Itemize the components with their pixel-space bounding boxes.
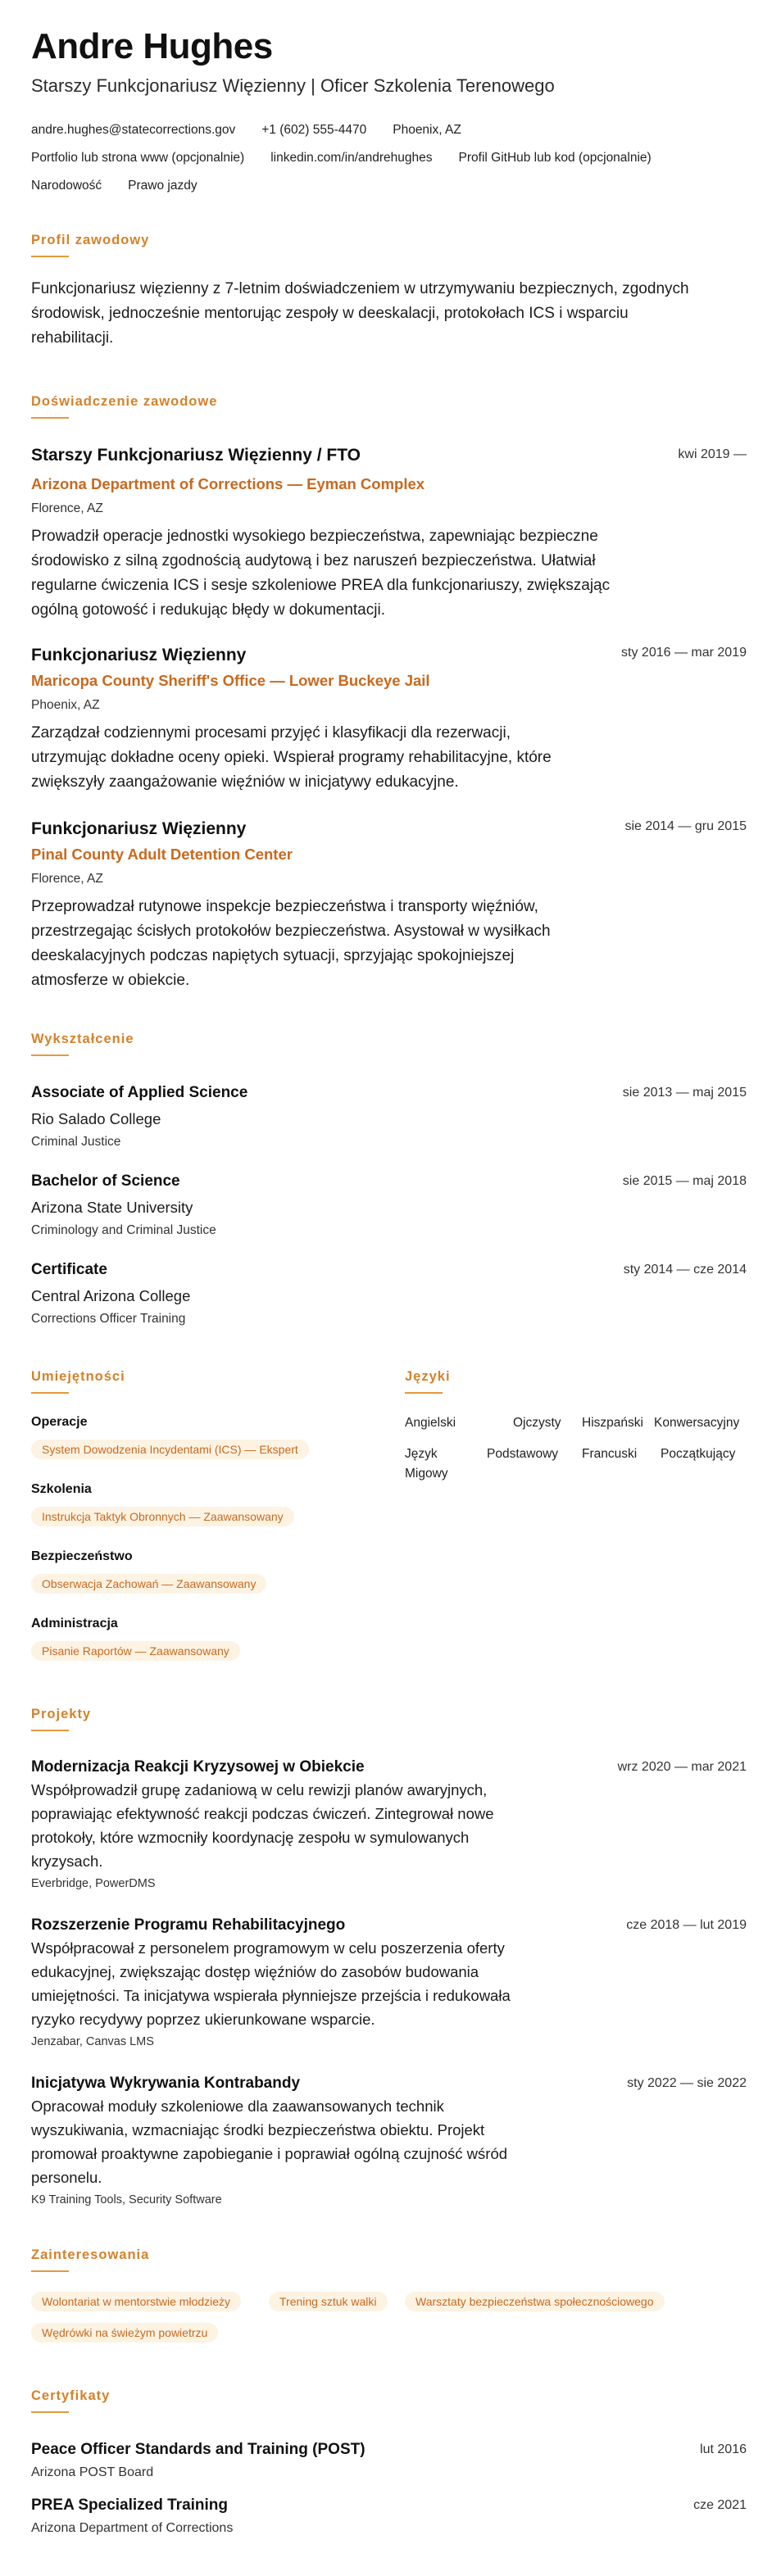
job-title: Starszy Funkcjonariusz Więzienny / FTO — [31, 446, 361, 465]
education-school: Rio Salado College — [31, 1110, 161, 1127]
language-name: Angielski — [405, 1416, 456, 1430]
description-line: personelu. — [31, 2169, 102, 2186]
contact-email[interactable]: andre.hughes@statecorrections.gov — [31, 123, 236, 137]
interest-chip: Wolontariat w mentorstwie młodzieży — [31, 2292, 241, 2311]
job-description — [31, 895, 728, 993]
job-dates: kwi 2019 — — [678, 447, 747, 461]
project-dates: sty 2022 — sie 2022 — [627, 2076, 747, 2090]
job-description — [31, 524, 728, 623]
skill-chip: Instrukcja Taktyk Obronnych — Zaawansowany — [31, 1507, 294, 1526]
skill-category: Administracja — [31, 1617, 118, 1630]
description-line: Przeprowadzał rutynowe inspekcje bezpieczeństwa i transporty więźniów, — [31, 898, 538, 915]
description-line: Prowadził operacje jednostki wysokiego bezpieczeństwa, zapewniając bezpieczne — [31, 528, 598, 545]
language-name: Hiszpański — [582, 1416, 643, 1430]
job-organization: Maricopa County Sheriff's Office — Lower Buckeye Jail — [31, 672, 430, 689]
language-level: Początkujący — [661, 1447, 736, 1461]
language-level: Konwersacyjny — [654, 1416, 740, 1430]
description-line: przestrzegając ścisłych protokołów bezpieczeństwa. Asystował w wysiłkach — [31, 923, 551, 940]
contact-nationality: Narodowość — [31, 179, 102, 193]
description-line: ogólną gotowość i redukując błędy w dokumentacji. — [31, 601, 385, 619]
skill-chip: System Dowodzenia Incydentami (ICS) — Ekspert — [31, 1440, 309, 1459]
candidate-title: Starszy Funkcjonariusz Więzienny | Oficer Szkolenia Terenowego — [31, 75, 555, 96]
interest-chip: Wędrówki na świeżym powietrzu — [31, 2323, 218, 2342]
description-line: deeskalacyjnych podczas napiętych sytuacji, sprzyjając spokojniejszej — [31, 947, 515, 964]
job-description — [31, 721, 728, 795]
description-line: poprawiając efektywność reakcji podczas ćwiczeń. Zintegrował nowe — [31, 1805, 494, 1822]
certification-name: PREA Specialized Training — [31, 2497, 229, 2514]
language-name — [405, 1444, 448, 1484]
section-heading-skills: Umiejętności — [31, 1369, 125, 1384]
contact-location: Phoenix, AZ — [393, 123, 461, 137]
contact-linkedin[interactable]: linkedin.com/in/andrehughes — [270, 151, 433, 165]
description-line: promował proaktywne zapobieganie i poprawiał ogólną czujność wśród — [31, 2145, 508, 2162]
description-line: zwiększyły zaangażowanie więźniów w inicjatywy edukacyjne. — [31, 773, 459, 791]
description-line: edukacyjnej, zwiększając dostęp więźniów do zasobów budowania — [31, 1963, 479, 1980]
candidate-name: Andre Hughes — [31, 26, 273, 66]
job-location: Phoenix, AZ — [31, 698, 100, 712]
description-line: kryzysach. — [31, 1853, 103, 1870]
job-dates: sty 2016 — mar 2019 — [621, 646, 747, 660]
section-divider — [405, 1392, 443, 1394]
section-divider — [31, 417, 69, 419]
education-field: Criminal Justice — [31, 1135, 121, 1149]
skill-category: Operacje — [31, 1415, 88, 1429]
education-field: Criminology and Criminal Justice — [31, 1223, 216, 1237]
project-title: Modernizacja Reakcji Kryzysowej w Obiekcie — [31, 1758, 365, 1776]
project-technologies: Jenzabar, Canvas LMS — [31, 2035, 154, 2048]
job-title: Funkcjonariusz Więzienny — [31, 646, 247, 664]
profile-line: rehabilitacji. — [31, 329, 114, 347]
certification-date: lut 2016 — [700, 2442, 747, 2456]
certification-date: cze 2021 — [693, 2498, 747, 2512]
section-divider — [31, 2270, 69, 2272]
interest-chip: Warsztaty bezpieczeństwa społecznościowego — [405, 2292, 665, 2311]
project-title: Inicjatywa Wykrywania Kontrabandy — [31, 2075, 301, 2092]
education-dates: sie 2013 — maj 2015 — [622, 1086, 747, 1100]
contact-license: Prawo jazdy — [128, 179, 198, 193]
description-line: Współprowadził grupę zadaniową w celu rewizji planów awaryjnych, — [31, 1781, 488, 1798]
project-description — [31, 1936, 621, 2031]
description-line: ryzyko recydywy poprzez ukierunkowane wsparcie. — [31, 2011, 375, 2028]
section-heading-certifications: Certyfikaty — [31, 2388, 111, 2403]
section-divider — [31, 2411, 69, 2413]
language-level: Ojczysty — [513, 1416, 561, 1430]
description-line: wyszukiwania, wzmacniając środki bezpieczeństwa obiektu. Projekt — [31, 2121, 485, 2138]
education-degree: Bachelor of Science — [31, 1172, 180, 1190]
language-level: Podstawowy — [487, 1447, 559, 1461]
contact-phone[interactable]: +1 (602) 555-4470 — [261, 123, 367, 137]
section-heading-experience: Doświadczenie zawodowe — [31, 394, 218, 409]
description-line: utrzymując dokładne oceny opieki. Wspierał programy rehabilitacyjne, które — [31, 749, 552, 766]
project-technologies: Everbridge, PowerDMS — [31, 1877, 156, 1890]
job-location: Florence, AZ — [31, 872, 103, 886]
section-heading-projects: Projekty — [31, 1707, 92, 1721]
skill-category: Bezpieczeństwo — [31, 1549, 133, 1563]
description-line: Współpracował z personelem programowym w celu poszerzenia oferty — [31, 1939, 505, 1957]
section-heading-profile: Profil zawodowy — [31, 233, 150, 247]
description-line: protokoły, które wzmocniły koordynację zespołu w symulowanych — [31, 1829, 470, 1846]
education-dates: sty 2014 — cze 2014 — [623, 1263, 747, 1277]
description-line: Opracował moduły szkoleniowe dla zaawansowanych technik — [31, 2098, 444, 2115]
section-heading-languages: Języki — [405, 1369, 451, 1384]
project-dates: cze 2018 — lut 2019 — [626, 1918, 747, 1932]
education-school: Arizona State University — [31, 1199, 193, 1216]
project-description — [31, 2094, 621, 2189]
profile-summary — [31, 277, 769, 351]
contact-info — [31, 116, 752, 200]
project-dates: wrz 2020 — mar 2021 — [617, 1760, 747, 1774]
description-line: atmosferze w obiekcie. — [31, 972, 190, 989]
project-technologies: K9 Training Tools, Security Software — [31, 2193, 222, 2206]
education-degree: Certificate — [31, 1261, 107, 1278]
profile-line: Funkcjonariusz więzienny z 7-letnim doświadczeniem w utrzymywaniu bezpiecznych, zgodnych — [31, 280, 689, 297]
description-line: regularne ćwiczenia ICS i sesje szkoleniowe PREA dla funkcjonariuszy, zwiększając — [31, 577, 611, 594]
project-description — [31, 1778, 621, 1873]
job-location: Florence, AZ — [31, 501, 103, 515]
education-degree: Associate of Applied Science — [31, 1084, 248, 1101]
job-organization: Pinal County Adult Detention Center — [31, 846, 293, 863]
skill-chip: Pisanie Raportów — Zaawansowany — [31, 1641, 240, 1661]
project-title: Rozszerzenie Programu Rehabilitacyjnego — [31, 1916, 346, 1934]
job-organization: Arizona Department of Corrections — Eyman Complex — [31, 475, 425, 492]
description-line: Zarządzał codziennymi procesami przyjęć i klasyfikacji dla rezerwacji, — [31, 724, 511, 742]
section-divider — [31, 1392, 69, 1394]
skill-category: Szkolenia — [31, 1482, 92, 1496]
description-line: środowisko z silną zgodnością audytową i bez naruszeń bezpieczeństwa. Ułatwiał — [31, 552, 596, 569]
interest-chip: Trening sztuk walki — [269, 2292, 388, 2311]
job-dates: sie 2014 — gru 2015 — [624, 819, 747, 833]
certification-issuer: Arizona Department of Corrections — [31, 2521, 234, 2535]
profile-line: środowisk, jednocześnie mentorując zespoły w deeskalacji, protokołach ICS i wsparciu — [31, 305, 629, 322]
language-name-line: Migowy — [405, 1467, 448, 1481]
contact-github[interactable]: Profil GitHub lub kod (opcjonalnie) — [458, 151, 652, 165]
education-school: Central Arizona College — [31, 1287, 191, 1304]
certification-issuer: Arizona POST Board — [31, 2465, 154, 2479]
section-heading-education: Wykształcenie — [31, 1032, 134, 1046]
section-divider — [31, 1730, 69, 1731]
language-name-line: Język — [405, 1447, 438, 1461]
language-name: Francuski — [582, 1447, 638, 1461]
education-dates: sie 2015 — maj 2018 — [622, 1174, 747, 1188]
contact-website[interactable]: Portfolio lub strona www (opcjonalnie) — [31, 151, 245, 165]
skill-chip: Obserwacja Zachowań — Zaawansowany — [31, 1574, 266, 1594]
job-title: Funkcjonariusz Więzienny — [31, 819, 247, 838]
education-field: Corrections Officer Training — [31, 1312, 186, 1326]
description-line: umiejętności. Ta inicjatywa wspierała płynniejsze przejścia i redukowała — [31, 1987, 511, 2004]
section-heading-interests: Zainteresowania — [31, 2247, 150, 2262]
certification-name: Peace Officer Standards and Training (POST) — [31, 2441, 366, 2458]
section-divider — [31, 256, 69, 257]
section-divider — [31, 1054, 69, 1056]
